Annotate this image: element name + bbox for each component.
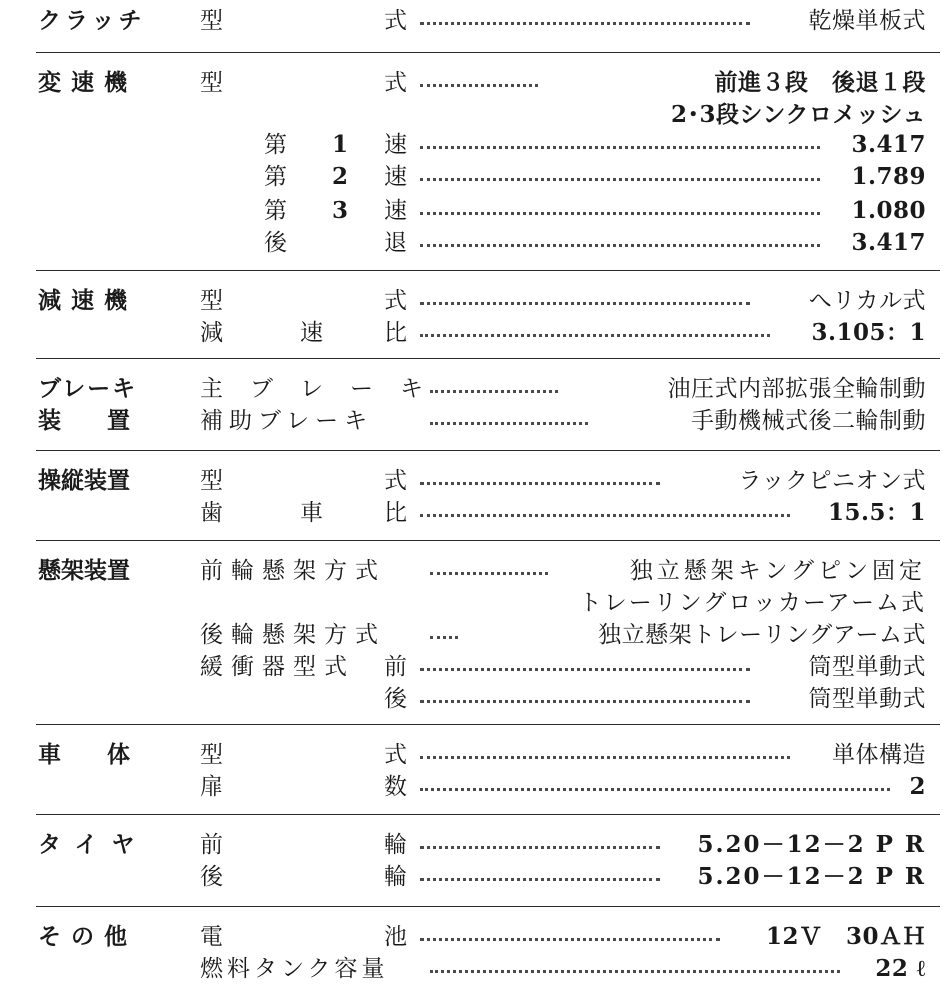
row-label: 輪 bbox=[384, 864, 408, 890]
section-divider bbox=[36, 358, 940, 359]
leader-dots bbox=[420, 212, 820, 215]
leader-dots bbox=[420, 302, 750, 305]
leader-dots bbox=[420, 668, 750, 671]
leader-dots bbox=[420, 756, 790, 759]
row-label: 補助ブレーキ bbox=[200, 408, 374, 434]
row-label: 電 bbox=[200, 924, 224, 950]
row-value: 5.20－12－2 P R bbox=[697, 863, 926, 890]
row-label: 退 bbox=[384, 230, 408, 256]
row-label: 燃料タンク容量 bbox=[200, 956, 389, 982]
row-value: 3.417 bbox=[851, 131, 926, 158]
row-label: 型 bbox=[200, 468, 224, 494]
section-heading-transmission: 変速機 bbox=[38, 70, 137, 96]
row-label: 比 bbox=[384, 500, 408, 526]
leader-dots bbox=[420, 482, 660, 485]
row-label: 型 bbox=[200, 70, 224, 96]
leader-dots bbox=[430, 636, 458, 639]
row-label: 前 bbox=[384, 654, 408, 680]
leader-dots bbox=[420, 334, 770, 337]
leader-dots bbox=[430, 970, 840, 973]
section-divider bbox=[36, 52, 940, 53]
leader-dots bbox=[420, 700, 750, 703]
row-label: 後 bbox=[264, 230, 288, 256]
section-heading-brakes-line2: 装 置 bbox=[38, 408, 130, 434]
leader-dots bbox=[420, 244, 820, 247]
leader-dots bbox=[420, 146, 820, 149]
row-label: 後輪懸架方式 bbox=[200, 622, 386, 648]
row-label: 比 bbox=[384, 320, 408, 346]
section-heading-clutch: クラッチ bbox=[38, 8, 146, 34]
row-label: 型 bbox=[200, 8, 224, 34]
row-value: 12Ｖ 30ＡＨ bbox=[765, 923, 926, 950]
row-value: 1.080 bbox=[851, 197, 926, 224]
row-label: 前輪懸架方式 bbox=[200, 558, 386, 584]
row-label: 池 bbox=[384, 924, 408, 950]
section-heading-tires: タイヤ bbox=[38, 832, 149, 858]
row-label: 式 bbox=[384, 288, 408, 314]
section-divider bbox=[36, 906, 940, 907]
row-value: 前進３段 後退１段 bbox=[714, 69, 926, 96]
row-label-number: 2 bbox=[332, 163, 349, 190]
row-value: 単体構造 bbox=[832, 742, 926, 768]
row-label: 速 bbox=[384, 164, 408, 190]
row-label-number: 1 bbox=[332, 131, 349, 158]
leader-dots bbox=[420, 514, 790, 517]
section-divider bbox=[36, 724, 940, 725]
row-value: 油圧式内部拡張全輪制動 bbox=[667, 376, 926, 402]
row-label: 後 bbox=[200, 864, 224, 890]
leader-dots bbox=[420, 878, 660, 881]
row-label: 第 bbox=[264, 132, 288, 158]
row-label: 型 bbox=[200, 288, 224, 314]
row-value: トレーリングロッカーアーム式 bbox=[578, 590, 926, 616]
row-value: 22 ℓ bbox=[875, 955, 926, 982]
row-label: 速 bbox=[384, 132, 408, 158]
row-value: 5.20－12－2 P R bbox=[697, 831, 926, 858]
section-heading-reduction: 減速機 bbox=[38, 288, 137, 314]
row-label: 数 bbox=[384, 774, 408, 800]
leader-dots bbox=[430, 422, 588, 425]
row-label: 輪 bbox=[384, 832, 408, 858]
row-value: 手動機械式後二輪制動 bbox=[691, 408, 926, 434]
section-divider bbox=[36, 450, 940, 451]
section-heading-body: 車 体 bbox=[38, 742, 130, 768]
row-label: 第 bbox=[264, 198, 288, 224]
row-label: 速 bbox=[300, 320, 324, 346]
row-value: へリカル式 bbox=[808, 288, 926, 314]
section-divider bbox=[36, 814, 940, 815]
section-divider bbox=[36, 540, 940, 541]
row-value: 2 bbox=[909, 773, 926, 800]
leader-dots bbox=[420, 22, 750, 25]
row-label-number: 3 bbox=[332, 197, 349, 224]
row-value: 1.789 bbox=[851, 163, 926, 190]
row-label: 型 bbox=[200, 742, 224, 768]
section-heading-other: その他 bbox=[38, 924, 137, 950]
row-value: 乾燥単板式 bbox=[808, 8, 926, 34]
row-value: 独立懸架トレーリングアーム式 bbox=[598, 622, 926, 648]
leader-dots bbox=[420, 788, 890, 791]
leader-dots bbox=[430, 572, 548, 575]
leader-dots bbox=[430, 390, 558, 393]
section-heading-brakes: ブレーキ bbox=[38, 376, 138, 402]
row-value: 筒型単動式 bbox=[808, 654, 926, 680]
row-value: 筒型単動式 bbox=[808, 686, 926, 712]
leader-dots bbox=[420, 178, 820, 181]
row-label: 主 ブ レ ー キ bbox=[200, 376, 425, 402]
row-label: 前 bbox=[200, 832, 224, 858]
row-value: 3.105：1 bbox=[811, 319, 926, 346]
row-label: 式 bbox=[384, 468, 408, 494]
row-value: 3.417 bbox=[851, 229, 926, 256]
row-label: 緩衝器型式 bbox=[200, 654, 355, 680]
section-heading-suspension: 懸架装置 bbox=[38, 558, 130, 584]
row-label: 車 bbox=[300, 500, 324, 526]
row-label: 減 bbox=[200, 320, 224, 346]
row-label: 歯 bbox=[200, 500, 224, 526]
row-label: 後 bbox=[384, 686, 408, 712]
row-value: 独立懸架キングピン固定 bbox=[629, 558, 926, 584]
row-value: ラックピニオン式 bbox=[738, 468, 926, 494]
row-label: 第 bbox=[264, 164, 288, 190]
leader-dots bbox=[420, 938, 720, 941]
leader-dots bbox=[420, 846, 660, 849]
leader-dots bbox=[420, 84, 538, 87]
section-divider bbox=[36, 270, 940, 271]
row-value: 15.5：1 bbox=[827, 499, 926, 526]
row-label: 速 bbox=[384, 198, 408, 224]
section-heading-steering: 操縦装置 bbox=[38, 468, 130, 494]
row-label: 式 bbox=[384, 70, 408, 96]
row-label: 式 bbox=[384, 8, 408, 34]
row-label: 式 bbox=[384, 742, 408, 768]
row-label: 扉 bbox=[200, 774, 224, 800]
row-value: 2･3段シンクロメッシュ bbox=[670, 101, 926, 128]
